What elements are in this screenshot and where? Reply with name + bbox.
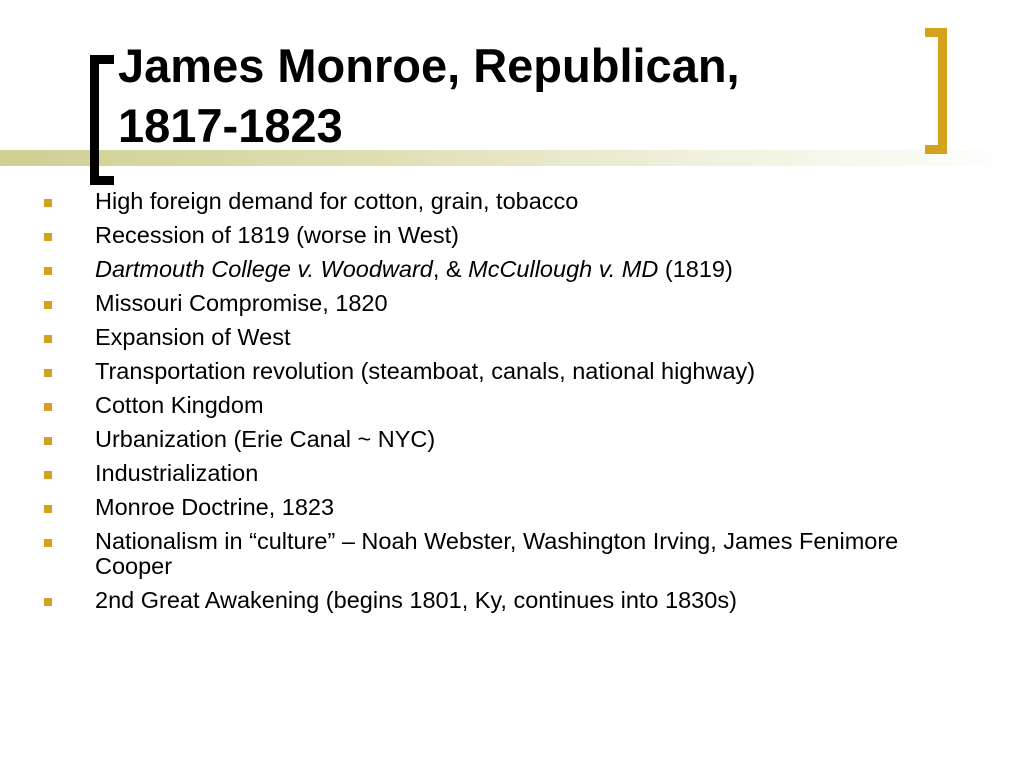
- bullet-square-icon: [44, 598, 52, 606]
- bullet-text: Expansion of West: [95, 324, 291, 350]
- bullet-item: [44, 529, 964, 579]
- bullet-item: [44, 393, 964, 418]
- bullet-list: [44, 189, 964, 622]
- case-name-mccullough: McCullough v. MD: [468, 256, 659, 282]
- bullet-item: [44, 495, 964, 520]
- case-year: (1819): [658, 256, 733, 282]
- bullet-square-icon: [44, 505, 52, 513]
- bullet-square-icon: [44, 199, 52, 207]
- bullet-item: [44, 291, 964, 316]
- bullet-text: Transportation revolution (steamboat, canals, national highway): [95, 358, 756, 384]
- bullet-item: [44, 325, 964, 350]
- bullet-text: 2nd Great Awakening (begins 1801, Ky, continues into 1830s): [95, 587, 737, 613]
- bullet-item: [44, 427, 964, 452]
- bullet-text: Missouri Compromise, 1820: [95, 290, 388, 316]
- bullet-text: Industrialization: [95, 460, 259, 486]
- title-line-2: 1817-1823: [118, 99, 343, 152]
- bullet-item: [44, 189, 964, 214]
- bullet-text: Urbanization (Erie Canal ~ NYC): [95, 426, 436, 452]
- bullet-item: [44, 588, 964, 613]
- case-name-dartmouth: Dartmouth College v. Woodward: [95, 256, 433, 282]
- case-separator: , &: [432, 256, 469, 282]
- title-line-1: James Monroe, Republican,: [118, 39, 740, 92]
- bullet-square-icon: [44, 233, 52, 241]
- bullet-item: [44, 359, 964, 384]
- bullet-text: Cotton Kingdom: [95, 392, 264, 418]
- bullet-square-icon: [44, 437, 52, 445]
- left-bracket-decoration: [90, 55, 114, 185]
- bullet-text: Monroe Doctrine, 1823: [95, 494, 335, 520]
- bullet-item: [44, 461, 964, 486]
- bullet-square-icon: [44, 539, 52, 547]
- bullet-text: Recession of 1819 (worse in West): [95, 222, 459, 248]
- bullet-text: High foreign demand for cotton, grain, tobacco: [95, 188, 579, 214]
- bullet-square-icon: [44, 301, 52, 309]
- bullet-square-icon: [44, 335, 52, 343]
- bullet-square-icon: [44, 471, 52, 479]
- bullet-square-icon: [44, 403, 52, 411]
- slide-title: [118, 36, 908, 156]
- right-bracket-decoration: [925, 28, 947, 154]
- bullet-square-icon: [44, 267, 52, 275]
- bullet-text: Nationalism in “culture” – Noah Webster, Washington Irving, James Fenimore Cooper: [95, 528, 899, 579]
- bullet-item: [44, 257, 964, 282]
- bullet-square-icon: [44, 369, 52, 377]
- bullet-item: [44, 223, 964, 248]
